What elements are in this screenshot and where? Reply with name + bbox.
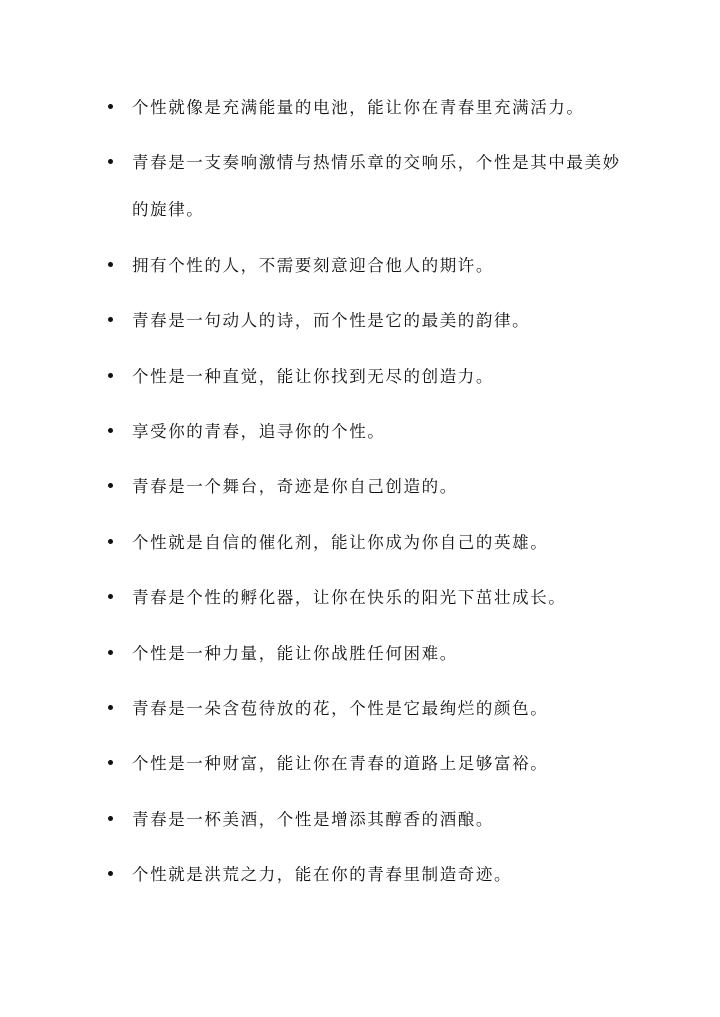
list-item-text: 青春是一句动人的诗，而个性是它的最美的韵律。 [132,311,531,331]
bullet-icon [108,373,113,378]
bullet-icon [108,871,113,876]
list-item [108,463,628,510]
list-item-text: 青春是一杯美酒，个性是增添其醇香的酒酿。 [132,809,494,829]
bullet-icon [108,705,113,710]
list-item [108,851,628,898]
list-item-text: 个性是一种直觉，能让你找到无尽的创造力。 [132,366,494,386]
bullet-icon [108,816,113,821]
list-item [108,297,628,344]
list-item [108,408,628,455]
list-item [108,242,628,289]
bullet-list [108,84,628,906]
bullet-icon [108,483,113,488]
list-item [108,84,628,131]
list-item [108,353,628,400]
bullet-icon [108,104,113,109]
list-item-text: 享受你的青春，追寻你的个性。 [132,421,386,441]
list-item-text: 青春是一支奏响激情与热情乐章的交响乐，个性是其中最美妙的旋律。 [132,153,621,220]
bullet-icon [108,650,113,655]
bullet-icon [108,159,113,164]
list-item [108,740,628,787]
bullet-icon [108,428,113,433]
list-item-text: 个性是一种财富，能让你在青春的道路上足够富裕。 [132,754,549,774]
list-item-text: 个性就是自信的催化剂，能让你成为你自己的英雄。 [132,532,549,552]
list-item-text: 青春是一朵含苞待放的花，个性是它最绚烂的颜色。 [132,698,549,718]
list-item [108,139,628,233]
list-item [108,630,628,677]
list-item [108,796,628,843]
list-item-text: 个性是一种力量，能让你战胜任何困难。 [132,643,458,663]
list-item-text: 青春是一个舞台，奇迹是你自己创造的。 [132,477,458,497]
list-item-text: 个性就像是充满能量的电池，能让你在青春里充满活力。 [132,98,585,117]
list-item [108,685,628,732]
bullet-icon [108,594,113,599]
list-item [108,519,628,566]
list-item [108,574,628,621]
list-item-text: 个性就是洪荒之力，能在你的青春里制造奇迹。 [132,865,513,885]
list-item-text: 青春是个性的孵化器，让你在快乐的阳光下茁壮成长。 [132,588,567,608]
bullet-icon [108,539,113,544]
bullet-icon [108,760,113,765]
list-item-text: 拥有个性的人，不需要刻意迎合他人的期许。 [132,255,494,275]
bullet-icon [108,262,113,267]
bullet-icon [108,317,113,322]
